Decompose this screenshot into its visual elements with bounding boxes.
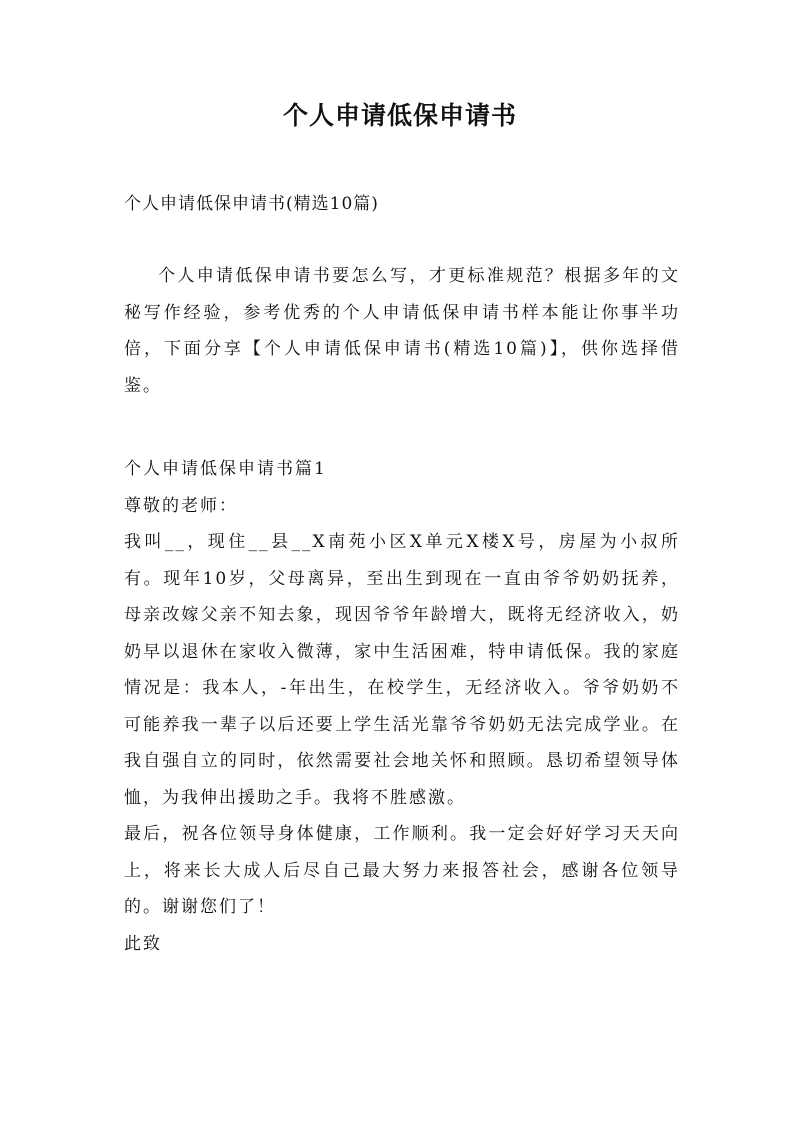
letter-section <box>124 451 680 962</box>
document-subtitle: 个人申请低保申请书(精选10篇) <box>124 194 379 214</box>
letter-salutation: 尊敬的老师： <box>124 495 238 516</box>
intro-paragraph: 个人申请低保申请书要怎么写，才更标准规范？根据多年的文秘写作经验，参考优秀的个人申请低保申请书样本能让你事半功倍，下面分享【个人申请低保申请书(精选10篇)】，供你选择借鉴。 <box>124 266 680 396</box>
document-title: 个人申请低保申请书 <box>282 101 517 130</box>
letter-sign-off: 此致 <box>124 933 162 954</box>
letter-body: 我叫__，现住__县__X南苑小区X单元X楼X号，房屋为小叔所有。现年10岁，父母离异，至出生到现在一直由爷爷奶奶抚养，母亲改嫁父亲不知去象，现因爷爷年龄增大，既将无经济收入，奶奶早以退休在家收入微薄，家中生活困难，特申请低保。我的家庭情况是：我本人，-年出生，在校学生，无经济收入。爷爷奶奶不可能养我一辈子以后还要上学生活光靠爷爷奶奶无法完成学业。在我自强自立的同时，依然需要社会地关怀和照顾。恳切希望领导体恤，为我伸出援助之手。我将不胜感激。 <box>124 532 680 808</box>
section-heading: 个人申请低保申请书篇1 <box>124 459 327 479</box>
letter-closing: 最后，祝各位领导身体健康，工作顺利。我一定会好好学习天天向上，将来长大成人后尽自己最大努力来报答社会，感谢各位领导的。谢谢您们了！ <box>124 824 680 917</box>
